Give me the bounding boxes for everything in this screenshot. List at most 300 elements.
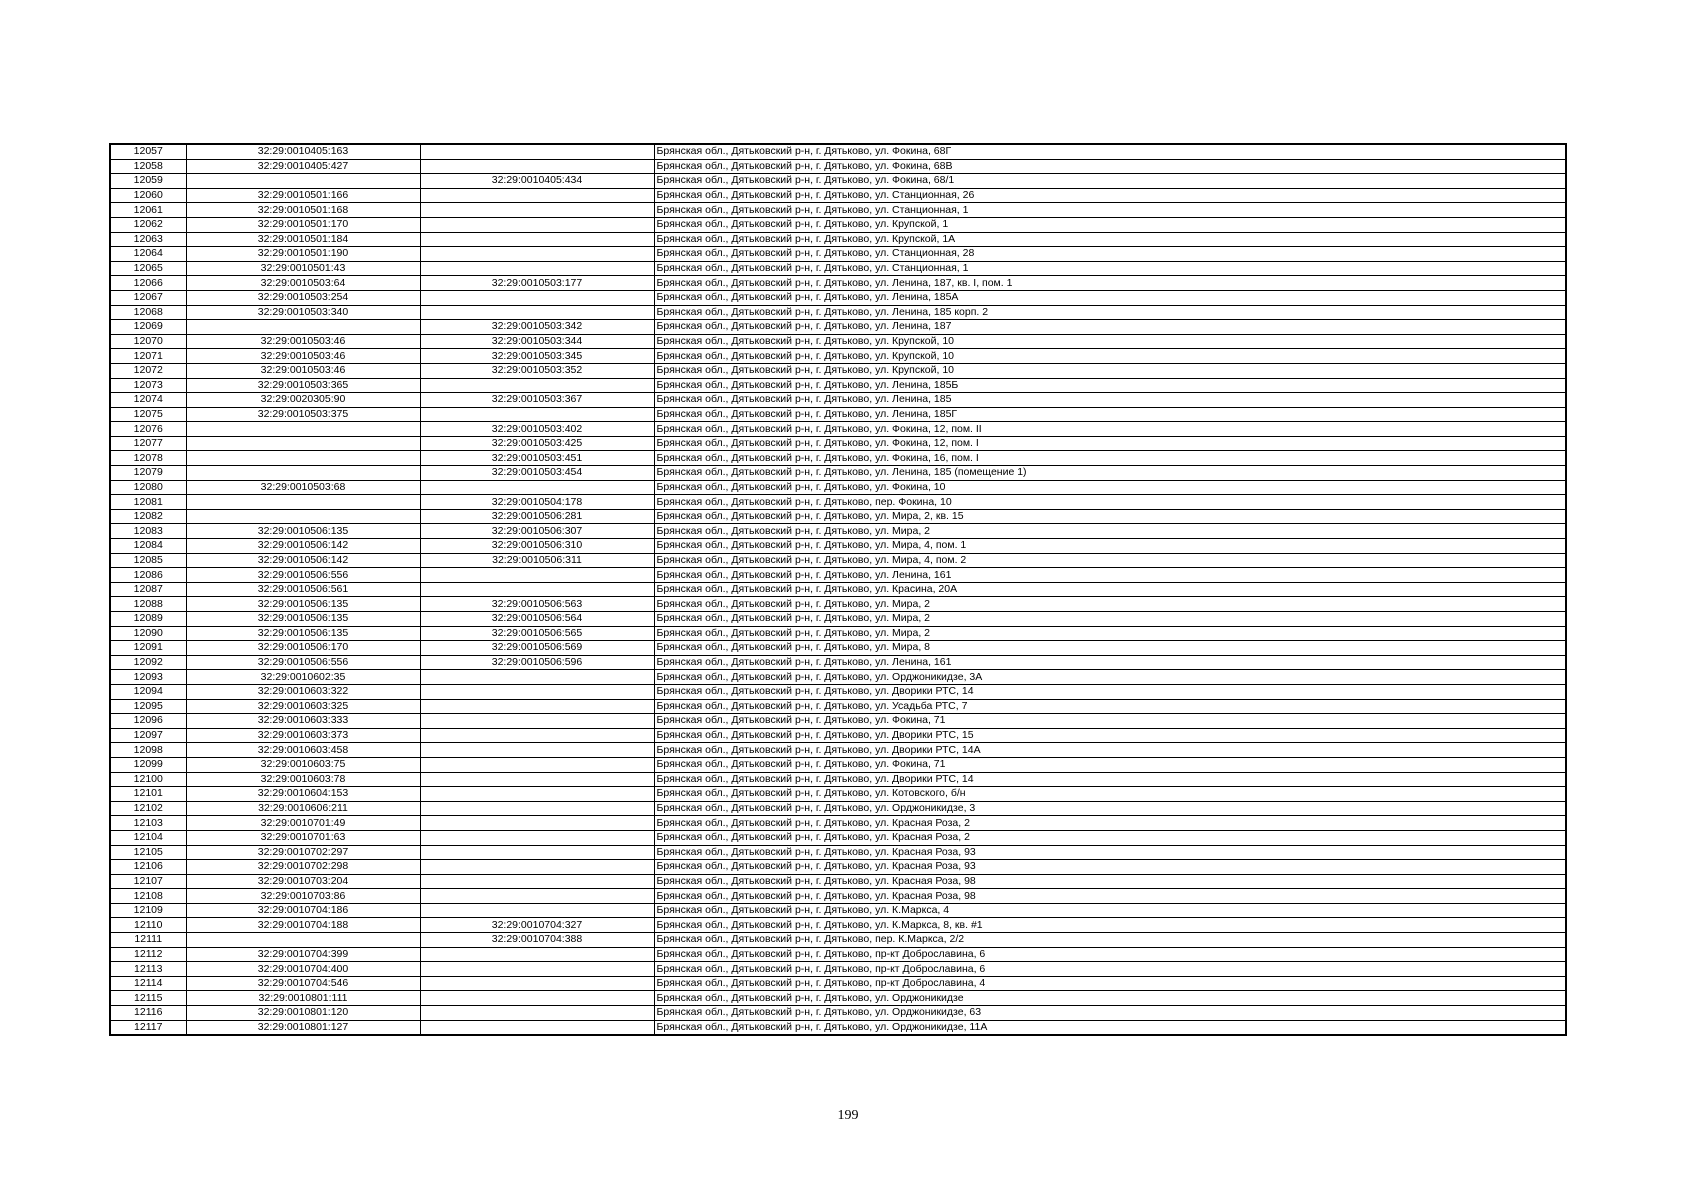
address-cell: Брянская обл., Дятьковский р-н, г. Дятьково, ул. Фокина, 12, пом. II (654, 422, 1566, 437)
table-row (110, 991, 1566, 1006)
cadastral-number-parcel-cell: 32:29:0010704:399 (186, 947, 420, 962)
cadastral-number-object-cell: 32:29:0010506:281 (420, 509, 654, 524)
cadastral-number-object-cell (420, 991, 654, 1006)
address-cell: Брянская обл., Дятьковский р-н, г. Дятьково, пер. Фокина, 10 (654, 495, 1566, 510)
address-cell: Брянская обл., Дятьковский р-н, г. Дятьково, ул. Красная Роза, 93 (654, 845, 1566, 860)
table-row (110, 801, 1566, 816)
cadastral-number-object-cell: 32:29:0010704:327 (420, 918, 654, 933)
cadastral-number-parcel-cell (186, 320, 420, 335)
address-cell: Брянская обл., Дятьковский р-н, г. Дятьково, ул. Станционная, 1 (654, 203, 1566, 218)
address-cell: Брянская обл., Дятьковский р-н, г. Дятьково, пр-кт Доброславина, 6 (654, 962, 1566, 977)
cadastral-number-parcel-cell: 32:29:0010506:135 (186, 597, 420, 612)
cadastral-number-object-cell: 32:29:0010503:345 (420, 349, 654, 364)
address-cell: Брянская обл., Дятьковский р-н, г. Дятьково, ул. Крупской, 1 (654, 217, 1566, 232)
table-row (110, 743, 1566, 758)
cadastral-number-parcel-cell: 32:29:0010503:64 (186, 276, 420, 291)
row-number-cell: 12088 (110, 597, 186, 612)
row-number-cell: 12074 (110, 393, 186, 408)
row-number-cell: 12103 (110, 816, 186, 831)
table-row (110, 232, 1566, 247)
cadastral-number-parcel-cell: 32:29:0010603:373 (186, 728, 420, 743)
table-row (110, 816, 1566, 831)
cadastral-number-object-cell: 32:29:0010503:454 (420, 466, 654, 481)
cadastral-number-parcel-cell: 32:29:0010506:561 (186, 582, 420, 597)
table-row (110, 393, 1566, 408)
table-row (110, 582, 1566, 597)
cadastral-number-object-cell (420, 772, 654, 787)
cadastral-number-parcel-cell: 32:29:0010501:184 (186, 232, 420, 247)
row-number-cell: 12071 (110, 349, 186, 364)
row-number-cell: 12114 (110, 976, 186, 991)
address-cell: Брянская обл., Дятьковский р-н, г. Дятьково, ул. Ленина, 161 (654, 568, 1566, 583)
cadastral-number-object-cell (420, 860, 654, 875)
row-number-cell: 12098 (110, 743, 186, 758)
cadastral-number-parcel-cell: 32:29:0010405:427 (186, 159, 420, 174)
row-number-cell: 12065 (110, 261, 186, 276)
address-cell: Брянская обл., Дятьковский р-н, г. Дятьково, ул. Крупской, 10 (654, 349, 1566, 364)
row-number-cell: 12111 (110, 933, 186, 948)
cadastral-number-parcel-cell: 32:29:0010405:163 (186, 144, 420, 159)
cadastral-number-object-cell (420, 261, 654, 276)
cadastral-number-parcel-cell: 32:29:0010801:111 (186, 991, 420, 1006)
cadastral-number-object-cell: 32:29:0010506:596 (420, 655, 654, 670)
table-row (110, 407, 1566, 422)
row-number-cell: 12076 (110, 422, 186, 437)
table-row (110, 699, 1566, 714)
cadastral-number-parcel-cell (186, 509, 420, 524)
table-row (110, 174, 1566, 189)
table-row (110, 539, 1566, 554)
cadastral-number-object-cell (420, 787, 654, 802)
cadastral-number-object-cell: 32:29:0010506:311 (420, 553, 654, 568)
row-number-cell: 12099 (110, 757, 186, 772)
address-cell: Брянская обл., Дятьковский р-н, г. Дятьково, ул. Усадьба РТС, 7 (654, 699, 1566, 714)
cadastral-number-object-cell (420, 889, 654, 904)
address-cell: Брянская обл., Дятьковский р-н, г. Дятьково, ул. Мира, 2, кв. 15 (654, 509, 1566, 524)
cadastral-number-object-cell: 32:29:0010503:367 (420, 393, 654, 408)
cadastral-number-object-cell: 32:29:0010503:352 (420, 363, 654, 378)
cadastral-number-object-cell (420, 874, 654, 889)
address-cell: Брянская обл., Дятьковский р-н, г. Дятьково, ул. Станционная, 28 (654, 247, 1566, 262)
address-cell: Брянская обл., Дятьковский р-н, г. Дятьково, ул. Котовского, б/н (654, 787, 1566, 802)
cadastral-number-object-cell (420, 830, 654, 845)
row-number-cell: 12117 (110, 1020, 186, 1035)
address-cell: Брянская обл., Дятьковский р-н, г. Дятьково, ул. Орджоникидзе (654, 991, 1566, 1006)
cadastral-number-object-cell (420, 247, 654, 262)
cadastral-number-object-cell: 32:29:0010506:565 (420, 626, 654, 641)
cadastral-number-object-cell: 32:29:0010506:307 (420, 524, 654, 539)
address-cell: Брянская обл., Дятьковский р-н, г. Дятьково, ул. Ленина, 185Г (654, 407, 1566, 422)
cadastral-number-object-cell: 32:29:0010503:344 (420, 334, 654, 349)
cadastral-number-parcel-cell: 32:29:0010501:170 (186, 217, 420, 232)
table-row (110, 641, 1566, 656)
cadastral-number-parcel-cell (186, 933, 420, 948)
address-cell: Брянская обл., Дятьковский р-н, г. Дятьково, ул. Дворики РТС, 14А (654, 743, 1566, 758)
row-number-cell: 12089 (110, 612, 186, 627)
cadastral-number-parcel-cell: 32:29:0010503:340 (186, 305, 420, 320)
cadastral-number-parcel-cell: 32:29:0010602:35 (186, 670, 420, 685)
cadastral-number-parcel-cell: 32:29:0010704:186 (186, 903, 420, 918)
address-cell: Брянская обл., Дятьковский р-н, г. Дятьково, ул. Ленина, 185 корп. 2 (654, 305, 1566, 320)
address-cell: Брянская обл., Дятьковский р-н, г. Дятьково, ул. Красная Роза, 2 (654, 816, 1566, 831)
address-cell: Брянская обл., Дятьковский р-н, г. Дятьково, ул. Фокина, 68Г (654, 144, 1566, 159)
row-number-cell: 12107 (110, 874, 186, 889)
cadastral-number-object-cell (420, 159, 654, 174)
row-number-cell: 12077 (110, 436, 186, 451)
address-cell: Брянская обл., Дятьковский р-н, г. Дятьково, ул. Красная Роза, 93 (654, 860, 1566, 875)
address-cell: Брянская обл., Дятьковский р-н, г. Дятьково, ул. Фокина, 12, пом. I (654, 436, 1566, 451)
row-number-cell: 12072 (110, 363, 186, 378)
cadastral-number-parcel-cell: 32:29:0020305:90 (186, 393, 420, 408)
address-cell: Брянская обл., Дятьковский р-н, г. Дятьково, ул. Фокина, 10 (654, 480, 1566, 495)
address-cell: Брянская обл., Дятьковский р-н, г. Дятьково, ул. Дворики РТС, 14 (654, 684, 1566, 699)
row-number-cell: 12090 (110, 626, 186, 641)
cadastral-number-object-cell: 32:29:0010503:402 (420, 422, 654, 437)
cadastral-number-object-cell (420, 144, 654, 159)
table-row (110, 203, 1566, 218)
row-number-cell: 12095 (110, 699, 186, 714)
row-number-cell: 12075 (110, 407, 186, 422)
address-cell: Брянская обл., Дятьковский р-н, г. Дятьково, ул. Мира, 2 (654, 626, 1566, 641)
cadastral-number-parcel-cell: 32:29:0010506:135 (186, 626, 420, 641)
registry-table-body (110, 144, 1566, 1035)
row-number-cell: 12092 (110, 655, 186, 670)
row-number-cell: 12101 (110, 787, 186, 802)
row-number-cell: 12115 (110, 991, 186, 1006)
cadastral-number-parcel-cell: 32:29:0010506:142 (186, 539, 420, 554)
table-row (110, 597, 1566, 612)
address-cell: Брянская обл., Дятьковский р-н, г. Дятьково, ул. Красная Роза, 2 (654, 830, 1566, 845)
address-cell: Брянская обл., Дятьковский р-н, г. Дятьково, ул. Орджоникидзе, 63 (654, 1006, 1566, 1021)
row-number-cell: 12106 (110, 860, 186, 875)
cadastral-number-parcel-cell: 32:29:0010506:170 (186, 641, 420, 656)
cadastral-number-parcel-cell: 32:29:0010603:458 (186, 743, 420, 758)
row-number-cell: 12080 (110, 480, 186, 495)
cadastral-number-object-cell (420, 188, 654, 203)
address-cell: Брянская обл., Дятьковский р-н, г. Дятьково, ул. Крупской, 10 (654, 363, 1566, 378)
row-number-cell: 12110 (110, 918, 186, 933)
cadastral-number-object-cell (420, 670, 654, 685)
address-cell: Брянская обл., Дятьковский р-н, г. Дятьково, ул. Фокина, 71 (654, 757, 1566, 772)
table-row (110, 830, 1566, 845)
cadastral-number-object-cell (420, 962, 654, 977)
table-row (110, 553, 1566, 568)
cadastral-number-parcel-cell: 32:29:0010704:188 (186, 918, 420, 933)
row-number-cell: 12063 (110, 232, 186, 247)
table-row (110, 349, 1566, 364)
cadastral-number-parcel-cell: 32:29:0010801:127 (186, 1020, 420, 1035)
cadastral-number-object-cell: 32:29:0010503:425 (420, 436, 654, 451)
row-number-cell: 12061 (110, 203, 186, 218)
row-number-cell: 12093 (110, 670, 186, 685)
cadastral-number-parcel-cell: 32:29:0010506:556 (186, 655, 420, 670)
cadastral-number-parcel-cell: 32:29:0010501:166 (186, 188, 420, 203)
row-number-cell: 12102 (110, 801, 186, 816)
address-cell: Брянская обл., Дятьковский р-н, г. Дятьково, ул. К.Маркса, 4 (654, 903, 1566, 918)
address-cell: Брянская обл., Дятьковский р-н, г. Дятьково, ул. Крупской, 1А (654, 232, 1566, 247)
cadastral-number-object-cell (420, 305, 654, 320)
cadastral-number-parcel-cell: 32:29:0010702:297 (186, 845, 420, 860)
table-row (110, 217, 1566, 232)
row-number-cell: 12100 (110, 772, 186, 787)
cadastral-number-parcel-cell: 32:29:0010506:135 (186, 612, 420, 627)
address-cell: Брянская обл., Дятьковский р-н, г. Дятьково, пер. К.Маркса, 2/2 (654, 933, 1566, 948)
cadastral-number-parcel-cell: 32:29:0010703:86 (186, 889, 420, 904)
address-cell: Брянская обл., Дятьковский р-н, г. Дятьково, ул. Фокина, 71 (654, 714, 1566, 729)
address-cell: Брянская обл., Дятьковский р-н, г. Дятьково, ул. Орджоникидзе, 3А (654, 670, 1566, 685)
cadastral-number-object-cell (420, 582, 654, 597)
address-cell: Брянская обл., Дятьковский р-н, г. Дятьково, ул. Красина, 20А (654, 582, 1566, 597)
row-number-cell: 12073 (110, 378, 186, 393)
row-number-cell: 12087 (110, 582, 186, 597)
table-row (110, 276, 1566, 291)
table-row (110, 1006, 1566, 1021)
row-number-cell: 12112 (110, 947, 186, 962)
cadastral-number-parcel-cell (186, 174, 420, 189)
table-row (110, 247, 1566, 262)
address-cell: Брянская обл., Дятьковский р-н, г. Дятьково, ул. Ленина, 185Б (654, 378, 1566, 393)
table-row (110, 1020, 1566, 1035)
address-cell: Брянская обл., Дятьковский р-н, г. Дятьково, ул. Фокина, 68В (654, 159, 1566, 174)
table-row (110, 159, 1566, 174)
table-row (110, 524, 1566, 539)
table-row (110, 495, 1566, 510)
cadastral-number-object-cell (420, 378, 654, 393)
cadastral-number-object-cell (420, 699, 654, 714)
cadastral-number-parcel-cell: 32:29:0010506:135 (186, 524, 420, 539)
table-row (110, 918, 1566, 933)
cadastral-number-object-cell (420, 845, 654, 860)
address-cell: Брянская обл., Дятьковский р-н, г. Дятьково, ул. Ленина, 185 (654, 393, 1566, 408)
row-number-cell: 12096 (110, 714, 186, 729)
row-number-cell: 12059 (110, 174, 186, 189)
cadastral-number-object-cell (420, 743, 654, 758)
cadastral-number-parcel-cell: 32:29:0010503:254 (186, 290, 420, 305)
table-row (110, 290, 1566, 305)
address-cell: Брянская обл., Дятьковский р-н, г. Дятьково, ул. Фокина, 68/1 (654, 174, 1566, 189)
table-row (110, 378, 1566, 393)
table-row (110, 684, 1566, 699)
cadastral-number-parcel-cell: 32:29:0010701:49 (186, 816, 420, 831)
table-row (110, 655, 1566, 670)
row-number-cell: 12058 (110, 159, 186, 174)
address-cell: Брянская обл., Дятьковский р-н, г. Дятьково, ул. Ленина, 161 (654, 655, 1566, 670)
cadastral-number-parcel-cell: 32:29:0010606:211 (186, 801, 420, 816)
table-row (110, 436, 1566, 451)
cadastral-number-object-cell (420, 903, 654, 918)
table-row (110, 962, 1566, 977)
cadastral-number-object-cell: 32:29:0010405:434 (420, 174, 654, 189)
row-number-cell: 12081 (110, 495, 186, 510)
table-row (110, 334, 1566, 349)
cadastral-number-object-cell (420, 568, 654, 583)
cadastral-number-object-cell: 32:29:0010506:310 (420, 539, 654, 554)
table-row (110, 480, 1566, 495)
table-row (110, 874, 1566, 889)
table-row (110, 568, 1566, 583)
cadastral-number-object-cell (420, 290, 654, 305)
table-row (110, 320, 1566, 335)
cadastral-number-parcel-cell: 32:29:0010703:204 (186, 874, 420, 889)
cadastral-number-parcel-cell: 32:29:0010704:546 (186, 976, 420, 991)
table-row (110, 305, 1566, 320)
cadastral-number-parcel-cell: 32:29:0010503:365 (186, 378, 420, 393)
row-number-cell: 12078 (110, 451, 186, 466)
address-cell: Брянская обл., Дятьковский р-н, г. Дятьково, ул. Мира, 4, пом. 2 (654, 553, 1566, 568)
row-number-cell: 12109 (110, 903, 186, 918)
table-row (110, 947, 1566, 962)
cadastral-number-parcel-cell: 32:29:0010506:556 (186, 568, 420, 583)
cadastral-number-object-cell (420, 203, 654, 218)
cadastral-number-object-cell (420, 714, 654, 729)
cadastral-number-object-cell (420, 728, 654, 743)
address-cell: Брянская обл., Дятьковский р-н, г. Дятьково, ул. Дворики РТС, 14 (654, 772, 1566, 787)
cadastral-number-parcel-cell: 32:29:0010702:298 (186, 860, 420, 875)
address-cell: Брянская обл., Дятьковский р-н, г. Дятьково, ул. Дворики РТС, 15 (654, 728, 1566, 743)
cadastral-number-parcel-cell: 32:29:0010603:333 (186, 714, 420, 729)
table-row (110, 889, 1566, 904)
cadastral-number-object-cell (420, 232, 654, 247)
row-number-cell: 12067 (110, 290, 186, 305)
row-number-cell: 12057 (110, 144, 186, 159)
table-row (110, 976, 1566, 991)
cadastral-number-parcel-cell: 32:29:0010701:63 (186, 830, 420, 845)
table-row (110, 451, 1566, 466)
table-row (110, 845, 1566, 860)
address-cell: Брянская обл., Дятьковский р-н, г. Дятьково, ул. Мира, 4, пом. 1 (654, 539, 1566, 554)
table-row (110, 757, 1566, 772)
address-cell: Брянская обл., Дятьковский р-н, г. Дятьково, ул. Ленина, 185А (654, 290, 1566, 305)
table-row (110, 670, 1566, 685)
cadastral-number-parcel-cell: 32:29:0010503:46 (186, 363, 420, 378)
cadastral-number-parcel-cell: 32:29:0010506:142 (186, 553, 420, 568)
cadastral-number-object-cell: 32:29:0010504:178 (420, 495, 654, 510)
row-number-cell: 12069 (110, 320, 186, 335)
cadastral-number-object-cell: 32:29:0010503:451 (420, 451, 654, 466)
row-number-cell: 12083 (110, 524, 186, 539)
cadastral-number-parcel-cell: 32:29:0010604:153 (186, 787, 420, 802)
row-number-cell: 12113 (110, 962, 186, 977)
cadastral-number-object-cell: 32:29:0010506:569 (420, 641, 654, 656)
table-row (110, 728, 1566, 743)
row-number-cell: 12062 (110, 217, 186, 232)
address-cell: Брянская обл., Дятьковский р-н, г. Дятьково, ул. Мира, 2 (654, 597, 1566, 612)
row-number-cell: 12068 (110, 305, 186, 320)
row-number-cell: 12108 (110, 889, 186, 904)
row-number-cell: 12116 (110, 1006, 186, 1021)
cadastral-number-object-cell (420, 1006, 654, 1021)
row-number-cell: 12064 (110, 247, 186, 262)
cadastral-number-parcel-cell (186, 436, 420, 451)
row-number-cell: 12070 (110, 334, 186, 349)
cadastral-number-parcel-cell (186, 422, 420, 437)
cadastral-number-object-cell: 32:29:0010503:342 (420, 320, 654, 335)
cadastral-number-parcel-cell: 32:29:0010801:120 (186, 1006, 420, 1021)
address-cell: Брянская обл., Дятьковский р-н, г. Дятьково, ул. Крупской, 10 (654, 334, 1566, 349)
cadastral-number-object-cell: 32:29:0010506:564 (420, 612, 654, 627)
cadastral-number-parcel-cell: 32:29:0010503:68 (186, 480, 420, 495)
address-cell: Брянская обл., Дятьковский р-н, г. Дятьково, ул. Ленина, 187 (654, 320, 1566, 335)
cadastral-number-parcel-cell (186, 466, 420, 481)
cadastral-number-parcel-cell: 32:29:0010603:325 (186, 699, 420, 714)
cadastral-number-object-cell: 32:29:0010506:563 (420, 597, 654, 612)
cadastral-number-object-cell (420, 947, 654, 962)
cadastral-number-object-cell (420, 480, 654, 495)
row-number-cell: 12094 (110, 684, 186, 699)
table-row (110, 933, 1566, 948)
table-row (110, 714, 1566, 729)
cadastral-number-object-cell (420, 976, 654, 991)
row-number-cell: 12084 (110, 539, 186, 554)
table-row (110, 509, 1566, 524)
address-cell: Брянская обл., Дятьковский р-н, г. Дятьково, ул. Красная Роза, 98 (654, 874, 1566, 889)
address-cell: Брянская обл., Дятьковский р-н, г. Дятьково, ул. Ленина, 187, кв. I, пом. 1 (654, 276, 1566, 291)
address-cell: Брянская обл., Дятьковский р-н, г. Дятьково, пр-кт Доброславина, 6 (654, 947, 1566, 962)
cadastral-number-parcel-cell: 32:29:0010503:375 (186, 407, 420, 422)
table-row (110, 787, 1566, 802)
address-cell: Брянская обл., Дятьковский р-н, г. Дятьково, ул. Орджоникидзе, 3 (654, 801, 1566, 816)
address-cell: Брянская обл., Дятьковский р-н, г. Дятьково, ул. Станционная, 26 (654, 188, 1566, 203)
row-number-cell: 12082 (110, 509, 186, 524)
page-number: 199 (837, 1108, 859, 1123)
table-row (110, 903, 1566, 918)
cadastral-number-object-cell (420, 801, 654, 816)
address-cell: Брянская обл., Дятьковский р-н, г. Дятьково, ул. Мира, 2 (654, 524, 1566, 539)
address-cell: Брянская обл., Дятьковский р-н, г. Дятьково, ул. Мира, 2 (654, 612, 1566, 627)
row-number-cell: 12104 (110, 830, 186, 845)
cadastral-number-parcel-cell (186, 495, 420, 510)
row-number-cell: 12097 (110, 728, 186, 743)
address-cell: Брянская обл., Дятьковский р-н, г. Дятьково, ул. К.Маркса, 8, кв. #1 (654, 918, 1566, 933)
address-cell: Брянская обл., Дятьковский р-н, г. Дятьково, ул. Красная Роза, 98 (654, 889, 1566, 904)
address-cell: Брянская обл., Дятьковский р-н, г. Дятьково, ул. Станционная, 1 (654, 261, 1566, 276)
table-row (110, 466, 1566, 481)
address-cell: Брянская обл., Дятьковский р-н, г. Дятьково, ул. Ленина, 185 (помещение 1) (654, 466, 1566, 481)
row-number-cell: 12079 (110, 466, 186, 481)
cadastral-number-object-cell: 32:29:0010704:388 (420, 933, 654, 948)
cadastral-number-parcel-cell: 32:29:0010503:46 (186, 334, 420, 349)
cadastral-number-object-cell (420, 217, 654, 232)
cadastral-number-parcel-cell: 32:29:0010501:190 (186, 247, 420, 262)
cadastral-number-object-cell: 32:29:0010503:177 (420, 276, 654, 291)
cadastral-number-parcel-cell (186, 451, 420, 466)
table-row (110, 626, 1566, 641)
cadastral-number-parcel-cell: 32:29:0010503:46 (186, 349, 420, 364)
cadastral-number-object-cell (420, 757, 654, 772)
address-cell: Брянская обл., Дятьковский р-н, г. Дятьково, пр-кт Доброславина, 4 (654, 976, 1566, 991)
address-cell: Брянская обл., Дятьковский р-н, г. Дятьково, ул. Орджоникидзе, 11А (654, 1020, 1566, 1035)
cadastral-number-object-cell (420, 816, 654, 831)
cadastral-number-parcel-cell: 32:29:0010603:75 (186, 757, 420, 772)
table-row (110, 144, 1566, 159)
row-number-cell: 12105 (110, 845, 186, 860)
cadastral-number-object-cell (420, 684, 654, 699)
cadastral-number-object-cell (420, 407, 654, 422)
cadastral-number-parcel-cell: 32:29:0010704:400 (186, 962, 420, 977)
cadastral-number-parcel-cell: 32:29:0010501:43 (186, 261, 420, 276)
row-number-cell: 12066 (110, 276, 186, 291)
cadastral-number-object-cell (420, 1020, 654, 1035)
row-number-cell: 12086 (110, 568, 186, 583)
table-row (110, 261, 1566, 276)
table-row (110, 363, 1566, 378)
address-cell: Брянская обл., Дятьковский р-н, г. Дятьково, ул. Фокина, 16, пом. I (654, 451, 1566, 466)
table-row (110, 188, 1566, 203)
table-row (110, 612, 1566, 627)
registry-table (109, 143, 1567, 1036)
address-cell: Брянская обл., Дятьковский р-н, г. Дятьково, ул. Мира, 8 (654, 641, 1566, 656)
row-number-cell: 12085 (110, 553, 186, 568)
